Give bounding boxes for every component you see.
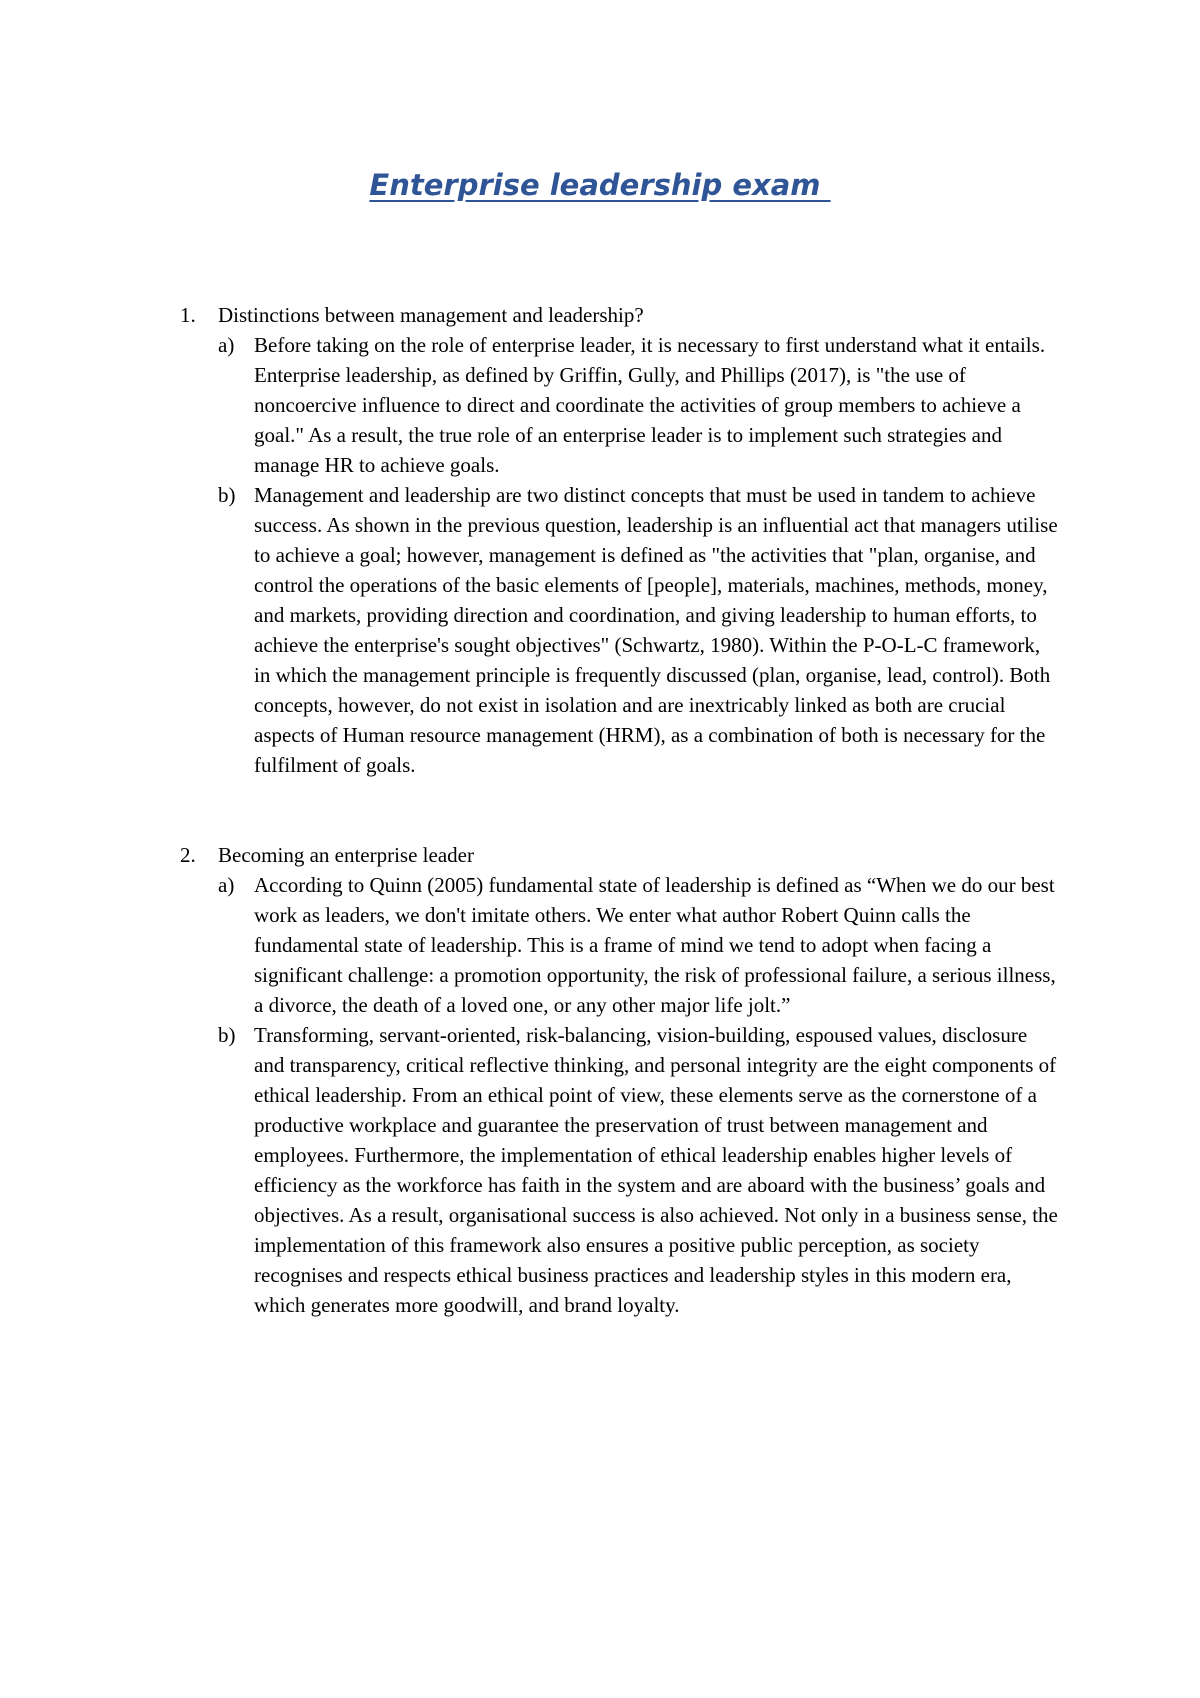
question-2	[180, 840, 1060, 1320]
answer-item	[180, 330, 1060, 480]
question-number: 1.	[180, 303, 196, 327]
answer-text: Management and leadership are two distinct concepts that must be used in tandem to achieve success. As shown in the previous question, leadership is an influential act that managers utilise to achieve a goal; however, management is defined as "the activities that "plan, organise, and control the operations of the basic elements of [people], materials, machines, methods, money, and markets, providing direction and coordination, and giving leadership to human efforts, to achieve the enterprise's sought objectives" (Schwartz, 1980). Within the P-O-L-C framework, in which the management principle is frequently discussed (plan, organise, lead, control). Both concepts, however, do not exist in isolation and are inextricably linked as both are crucial aspects of Human resource management (HRM), as a combination of both is necessary for the fulfilment of goals.	[254, 483, 1058, 777]
question-heading: Becoming an enterprise leader	[218, 843, 474, 867]
answer-text: Transforming, servant-oriented, risk-balancing, vision-building, espoused values, disclosure and transparency, critical reflective thinking, and personal integrity are the eight components of ethical leadership. From an ethical point of view, these elements serve as the cornerstone of a productive workplace and guarantee the preservation of trust between management and employees. Furthermore, the implementation of ethical leadership enables higher levels of efficiency as the workforce has faith in the system and are aboard with the business’ goals and objectives. As a result, organisational success is also achieved. Not only in a business sense, the implementation of this framework also ensures a positive public perception, as society recognises and respects ethical business practices and leadership styles in this modern era, which generates more goodwill, and brand loyalty.	[254, 1023, 1058, 1317]
answer-letter: a)	[218, 873, 235, 897]
answer-letter: b)	[218, 483, 236, 507]
question-number: 2.	[180, 843, 196, 867]
answer-item	[180, 480, 1060, 780]
answer-item	[180, 1020, 1060, 1320]
answer-item	[180, 870, 1060, 1020]
question-1	[180, 300, 1060, 780]
question-heading: Distinctions between management and leadership?	[218, 303, 644, 327]
document-body	[180, 300, 1060, 1320]
answer-text: Before taking on the role of enterprise leader, it is necessary to first understand what it entails. Enterprise leadership, as defined by Griffin, Gully, and Phillips (2017), is "the use of noncoercive influence to direct and coordinate the activities of group members to achieve a goal." As a result, the true role of an enterprise leader is to implement such strategies and manage HR to achieve goals.	[254, 333, 1046, 477]
answer-letter: a)	[218, 333, 235, 357]
question-heading-line	[180, 300, 1060, 330]
answer-letter: b)	[218, 1023, 236, 1047]
document-title: Enterprise leadership exam	[369, 168, 831, 202]
answer-text: According to Quinn (2005) fundamental state of leadership is defined as “When we do our best work as leaders, we don't imitate others. We enter what author Robert Quinn calls the fundamental state of leadership. This is a frame of mind we tend to adopt when facing a significant challenge: a promotion opportunity, the risk of professional failure, a serious illness, a divorce, the death of a loved one, or any other major life jolt.”	[254, 873, 1056, 1017]
question-heading-line	[180, 840, 1060, 870]
